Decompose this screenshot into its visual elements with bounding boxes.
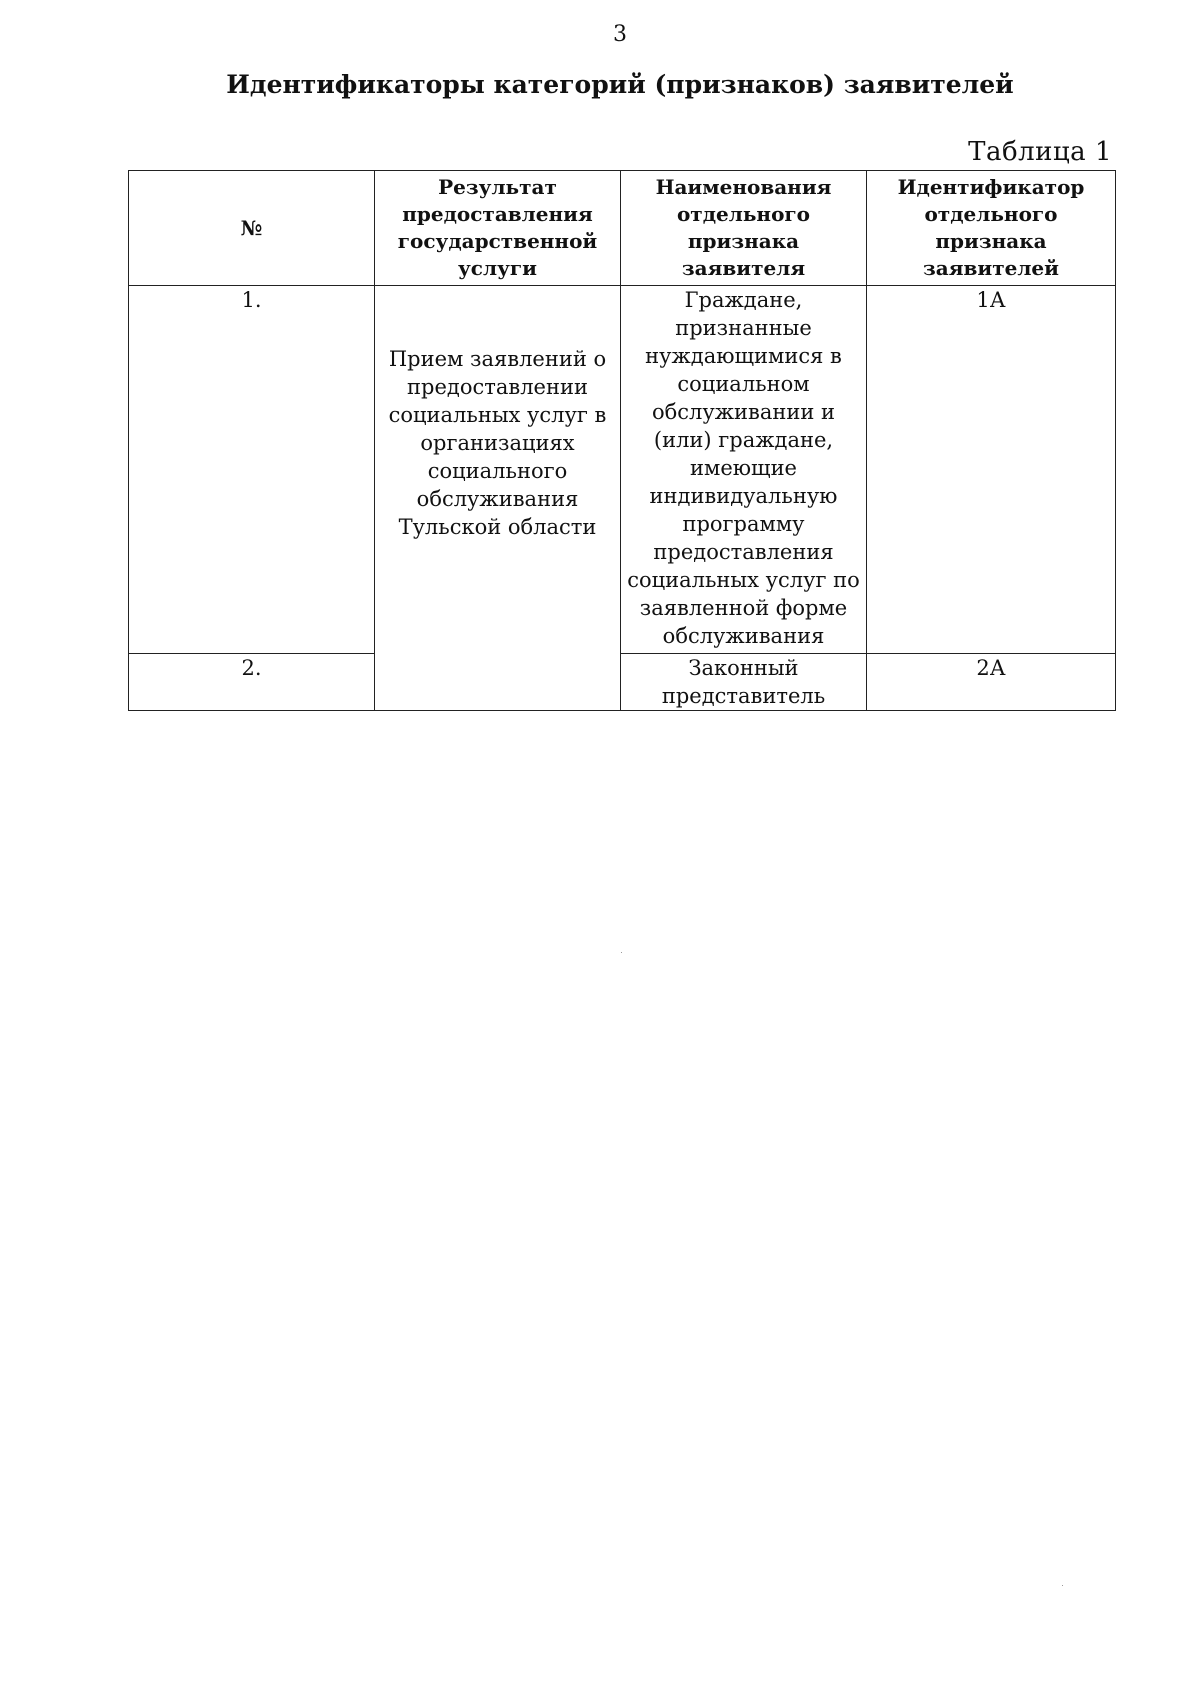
identifier-cell: 2А <box>867 654 1116 711</box>
row-number: 1. <box>129 286 375 654</box>
table-row <box>129 286 1116 654</box>
row-number: 2. <box>129 654 375 711</box>
table-body <box>129 286 1116 711</box>
table-header-row <box>129 171 1116 286</box>
header-identifier: Идентификатор отдельного признака заявителей <box>867 171 1116 286</box>
table-row <box>129 654 1116 711</box>
header-number: № <box>129 171 375 286</box>
table-label: Таблица 1 <box>968 137 1112 167</box>
service-result-text: Прием заявлений о предоставлении социальных услуг в организациях социального обслуживания Тульской области <box>388 347 607 539</box>
service-result-cell <box>375 286 621 711</box>
header-service-result: Результат предоставления государственной услуги <box>375 171 621 286</box>
page-title: Идентификаторы категорий (признаков) заявителей <box>226 70 1014 99</box>
page-number: 3 <box>613 22 627 47</box>
header-feature-name: Наименования отдельного признака заявителя <box>621 171 867 286</box>
scan-speck <box>621 952 622 953</box>
feature-name-cell: Законный представитель <box>621 654 867 711</box>
applicant-categories-table <box>128 170 1116 711</box>
feature-name-cell: Граждане, признанные нуждающимися в социальном обслуживании и (или) граждане, имеющие индивидуальную программу предоставления социальных услуг по заявленной форме обслуживания <box>621 286 867 654</box>
scan-speck <box>1062 1585 1063 1586</box>
identifier-cell: 1А <box>867 286 1116 654</box>
table-header <box>129 171 1116 286</box>
